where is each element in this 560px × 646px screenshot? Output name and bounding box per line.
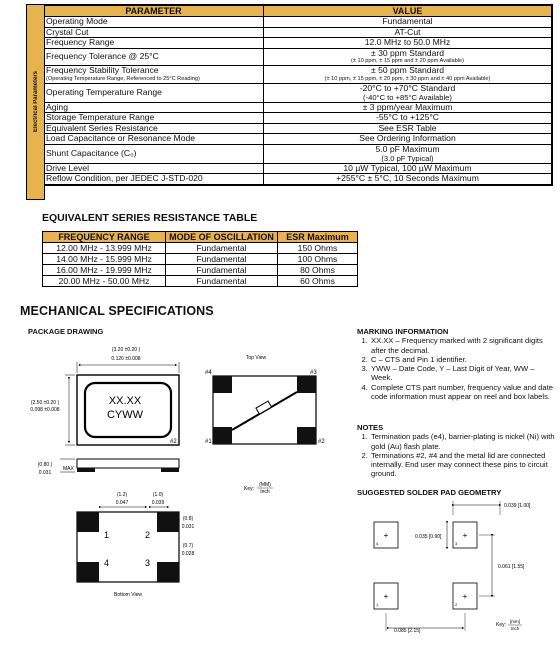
svg-text:+: +	[462, 531, 468, 540]
parameter-value: ± 30 ppm Standard	[370, 48, 445, 58]
parameter-table	[43, 5, 552, 185]
bottom-pad-label-1: 1	[104, 530, 110, 540]
esr-frequency-cell: 14.00 MHz - 15.999 MHz	[43, 254, 166, 265]
esr-value-cell: 150 Ohms	[278, 243, 358, 254]
parameter-row	[44, 66, 552, 84]
package-drawing	[0, 335, 350, 635]
thickness-dim-mm: (0.80 )	[37, 462, 53, 468]
parameter-value-subtext: (-40°C to +85°C Available)	[363, 92, 452, 102]
marking-list-item: 4. Complete CTS part number, frequency value and date code information must appear on reel and box labels.	[370, 383, 555, 402]
solder-pad-title: SUGGESTED SOLDER PAD GEOMETRY	[357, 488, 502, 497]
value-cell	[264, 38, 552, 49]
pad-gap-dim-inch: 0.028	[181, 551, 195, 557]
parameter-value: ± 50 ppm Standard	[370, 65, 445, 76]
esr-mode-cell: Fundamental	[166, 254, 278, 265]
value-cell	[264, 174, 552, 185]
parameter-row	[44, 102, 552, 113]
package-bottom-view	[77, 512, 179, 598]
top-view-pin1-label: #1	[205, 439, 212, 445]
esr-table	[42, 231, 358, 287]
parameter-cell	[44, 27, 264, 38]
value-cell	[264, 83, 552, 102]
side-label-text: Electrical Parameters	[32, 71, 39, 133]
electrical-parameters-side-label	[26, 4, 45, 200]
esr-value-cell: 60 Ohms	[278, 276, 358, 287]
parameter-table-body	[44, 17, 552, 185]
solder-pad-2	[453, 583, 477, 609]
parameter-name: Load Capacitance or Resonance Mode	[46, 133, 196, 144]
parameter-row	[44, 38, 552, 49]
marking-list-item: 1. XX.XX – Frequency marked with 2 significant digits after the decimal.	[370, 336, 555, 355]
svg-text:4: 4	[376, 541, 379, 546]
esr-header-esr: ESR Maximum	[278, 232, 358, 243]
marking-information-title: MARKING INFORMATION	[357, 327, 449, 336]
parameter-cell	[44, 113, 264, 124]
value-cell	[264, 17, 552, 28]
top-view-pad-1	[213, 427, 232, 444]
top-view-pad-4	[213, 376, 232, 393]
pad-dim-mm: (1.0)	[152, 492, 164, 498]
height-dim-inch: 0.098 ±0.008	[30, 407, 60, 413]
parameter-name: Crystal Cut	[46, 27, 89, 37]
parameter-name: Operating Temperature Range	[46, 86, 162, 97]
top-view-pad-2	[297, 427, 316, 444]
notes-list-item: 2. Terminations #2, #4 and the metal lid are connected internally. End user may connect these pins to circuit ground.	[370, 451, 555, 479]
parameter-cell	[44, 144, 264, 163]
bottom-pad-label-2: 2	[145, 530, 151, 540]
parameter-subtext: (Operating Temperature Range, Referenced to 25°C Reading)	[46, 75, 200, 82]
parameter-value: 12.0 MHz to 50.0 MHz	[364, 37, 451, 48]
notes-title: NOTES	[357, 423, 384, 432]
esr-table-title: EQUIVALENT SERIES RESISTANCE TABLE	[42, 212, 258, 224]
top-view-pin3-label: #3	[310, 370, 317, 376]
solder-pad-1	[374, 583, 398, 609]
marking-information-list	[370, 336, 555, 401]
bottom-pad-top-right	[157, 512, 179, 532]
parameter-name: Aging	[46, 102, 68, 112]
esr-row	[43, 265, 358, 276]
marking-list-item: 2. C – CTS and Pin 1 identifier.	[370, 355, 555, 364]
package-top-outline	[77, 375, 179, 445]
parameter-cell	[44, 38, 264, 49]
parameter-cell	[44, 134, 264, 145]
height-dimension	[30, 375, 75, 445]
bottom-pad-label-3: 3	[145, 558, 151, 568]
height-dim-mm: (2.50 ±0.20 )	[30, 400, 60, 406]
svg-text:+: +	[383, 531, 389, 540]
esr-mode-cell: Fundamental	[166, 276, 278, 287]
parameter-value: 5.0 pF Maximum	[375, 144, 440, 154]
solder-pad-height-dim: 0.035 [0.90]	[415, 534, 442, 540]
width-dim-mm: (3.20 ±0.20 )	[111, 347, 141, 353]
esr-frequency-cell: 12.00 MHz - 13.999 MHz	[43, 243, 166, 254]
solder-key-inch: Inch	[510, 626, 520, 631]
parameter-value: 10 µW Typical, 100 µW Maximum	[343, 163, 472, 173]
parameter-cell	[44, 123, 264, 134]
top-view-pad-3	[297, 376, 316, 393]
pad-height-dim-mm: (0.8)	[182, 516, 194, 522]
parameter-value-subtext: (3.0 pF Typical)	[381, 153, 434, 163]
solder-pad-3	[453, 522, 477, 548]
parameter-value-subtext: (± 10 ppm, ± 15 ppm, ± 20 ppm, ± 30 ppm and ± 40 ppm Available)	[324, 75, 491, 82]
value-cell	[264, 144, 552, 163]
bottom-pad-bottom-left	[77, 562, 99, 582]
parameter-cell	[44, 174, 264, 185]
esr-mode-cell: Fundamental	[166, 243, 278, 254]
bottom-pad-label-4: 4	[104, 558, 110, 568]
mm-inch-key	[244, 482, 273, 495]
esr-table-body	[43, 243, 358, 287]
parameter-row	[44, 83, 552, 102]
parameter-cell	[44, 48, 264, 66]
value-cell	[264, 163, 552, 174]
solder-pad-width-dim: 0.039 [1.00]	[504, 503, 531, 509]
parameter-name: Shunt Capacitance (C₀)	[46, 147, 137, 158]
solder-pad-geometry	[352, 495, 557, 640]
parameter-name: Equivalent Series Resistance	[46, 123, 158, 133]
package-marking-line2: CYWW	[106, 409, 144, 421]
esr-frequency-cell: 16.00 MHz - 19.999 MHz	[43, 265, 166, 276]
value-cell	[264, 123, 552, 134]
parameter-value: See ESR Table	[378, 123, 437, 133]
parameter-value: See Ordering Information	[359, 133, 456, 144]
parameter-row	[44, 27, 552, 38]
package-marking-line1: XX.XX	[108, 395, 142, 407]
parameter-row	[44, 174, 552, 185]
value-cell	[264, 48, 552, 66]
pitch-dim-mm: (1.2)	[116, 492, 128, 498]
esr-header-mode: MODE OF OSCILLATION	[166, 232, 278, 243]
parameter-name: Storage Temperature Range	[46, 112, 155, 123]
esr-row	[43, 243, 358, 254]
top-view-label: Top View	[245, 355, 267, 361]
parameter-name: Frequency Stability Tolerance	[46, 65, 159, 76]
width-dim-inch: 0.126 ±0.008	[111, 356, 141, 362]
parameter-row	[44, 134, 552, 145]
parameter-row	[44, 123, 552, 134]
value-cell	[264, 27, 552, 38]
bottom-pad-bottom-right	[157, 562, 179, 582]
parameter-cell	[44, 163, 264, 174]
top-view-pin4-label: #4	[205, 370, 212, 376]
thickness-dim-inch: 0.031	[38, 470, 52, 476]
parameter-value: Fundamental	[382, 16, 433, 26]
solder-horizontal-pitch-dim: 0.085 [2.15]	[394, 628, 421, 634]
thickness-max-label: MAX	[63, 466, 74, 472]
pitch-dim-inch: 0.047	[115, 500, 129, 506]
key-label: Key:	[244, 486, 255, 492]
svg-text:3: 3	[455, 541, 458, 546]
marking-information	[357, 327, 555, 401]
parameter-cell	[44, 83, 264, 102]
top-view-pin2-label: #2	[318, 439, 325, 445]
parameter-cell	[44, 102, 264, 113]
esr-row	[43, 254, 358, 265]
parameter-cell	[44, 17, 264, 28]
value-cell	[264, 113, 552, 124]
width-dimension	[77, 347, 179, 373]
notes-list	[370, 432, 555, 478]
parameter-name: Drive Level	[46, 163, 89, 173]
esr-header-row	[43, 232, 358, 243]
table-header-row	[44, 6, 552, 17]
value-cell	[264, 102, 552, 113]
solder-key-mm: [mm]	[510, 619, 520, 624]
parameter-value-subtext: (± 10 ppm, ± 15 ppm and ± 20 ppm Available)	[351, 58, 464, 65]
svg-text:2: 2	[455, 602, 458, 607]
parameter-row	[44, 17, 552, 28]
solder-vertical-pitch-dim: 0.061 [1.55]	[498, 564, 525, 570]
parameter-name: Operating Mode	[46, 16, 108, 26]
svg-text:1: 1	[376, 602, 379, 607]
esr-frequency-cell: 20.00 MHz - 50.00 MHz	[43, 276, 166, 287]
parameter-cell	[44, 66, 264, 84]
solder-key-label: Key:	[496, 622, 507, 628]
bottom-pad-top-left	[77, 512, 99, 532]
pad-height-dim-inch: 0.031	[181, 524, 195, 530]
electrical-parameters-table	[32, 4, 553, 186]
svg-text:+: +	[383, 592, 389, 601]
esr-header-frequency: FREQUENCY RANGE	[43, 232, 166, 243]
parameter-value: +255°C ± 5°C, 10 Seconds Maximum	[336, 173, 479, 184]
parameter-row	[44, 113, 552, 124]
parameter-value: -55°C to +125°C	[375, 112, 439, 123]
key-mm: (MM)	[259, 482, 271, 488]
pad-gap-dim-mm: (0.7)	[182, 543, 194, 549]
package-side-view	[38, 459, 179, 476]
parameter-row	[44, 163, 552, 174]
parameter-name: Reflow Condition, per JEDEC J-STD-020	[46, 173, 203, 184]
parameter-row	[44, 48, 552, 66]
value-header: VALUE	[264, 6, 552, 17]
parameter-name: Frequency Range	[46, 37, 115, 48]
mechanical-specifications-title: MECHANICAL SPECIFICATIONS	[20, 304, 214, 318]
notes-section	[357, 423, 555, 479]
svg-text:+: +	[462, 592, 468, 601]
esr-value-cell: 80 Ohms	[278, 265, 358, 276]
solder-pad-4	[374, 522, 398, 548]
package-pin2-label: #2	[170, 439, 177, 445]
value-cell	[264, 66, 552, 84]
parameter-value: -20°C to +70°C Standard	[359, 83, 456, 93]
pad-dim-inch: 0.039	[151, 500, 165, 506]
package-top-view	[205, 355, 325, 445]
parameter-row	[44, 144, 552, 163]
parameter-value: ± 3 ppm/year Maximum	[362, 102, 453, 112]
parameter-value: AT-Cut	[394, 27, 421, 37]
parameter-header: PARAMETER	[44, 6, 264, 17]
esr-row	[43, 276, 358, 287]
package-drawing-title: PACKAGE DRAWING	[28, 327, 104, 336]
esr-mode-cell: Fundamental	[166, 265, 278, 276]
value-cell	[264, 134, 552, 145]
bottom-view-label: Bottom View	[114, 592, 142, 598]
marking-list-item: 3. YWW – Date Code, Y – Last Digit of Year, WW – Week.	[370, 364, 555, 383]
key-inch: Inch	[260, 489, 270, 495]
esr-value-cell: 100 Ohms	[278, 254, 358, 265]
notes-list-item: 1. Termination pads (e4), barrier-plating is nickel (Ni) with gold (Au) flash plate.	[370, 432, 555, 451]
parameter-name: Frequency Tolerance @ 25°C	[46, 51, 159, 62]
